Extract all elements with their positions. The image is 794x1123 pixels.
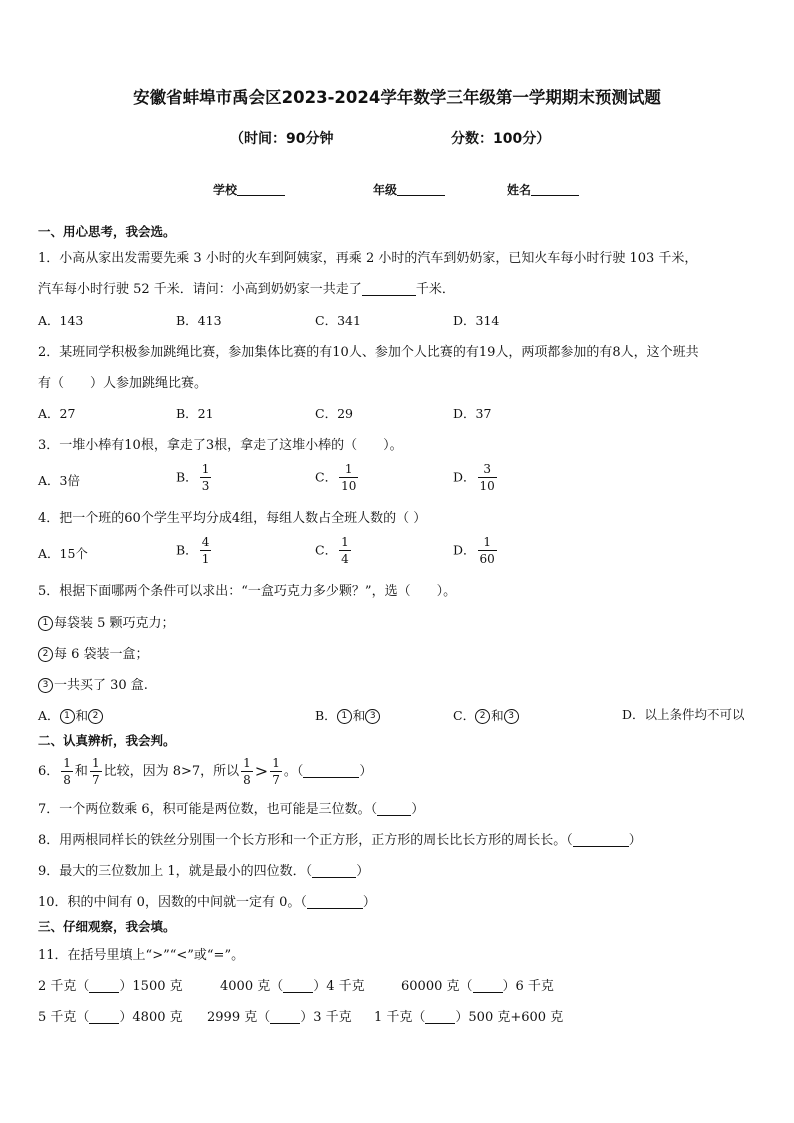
q5-condition-2: 2 每 6 袋装一盒； [38,647,149,662]
q5-option-a: A． 1 和 2 [38,709,104,724]
q9-line: 9．最大的三位数加上 1，就是最小的四位数．（ ） [38,864,370,879]
fraction: $\frac{1}{10}$ [341,462,357,493]
section-1-heading: 一、用心思考，我会选。 [38,224,176,239]
circled-number: 1 [38,616,53,631]
fraction: $\frac{1}{7}$ [272,756,280,787]
q4-option-c: C． $\frac{1}{4}$ [315,535,349,566]
q1-answer-blank [362,284,416,296]
name-field [507,183,579,196]
q11-line1: 11．在括号里填上“>”“<”或“=”。 [38,948,245,963]
q11-item-2: 4000 克（ ）4 千克 [220,979,365,994]
q8-line: 8．用两根同样长的铁丝分别围一个长方形和一个正方形，正方形的周长比长方形的周长长。（ ） [38,833,642,848]
school-blank [237,183,285,196]
fraction: $\frac{3}{10}$ [479,462,495,493]
q1-line1: 1．小高从家出发需要先乘 3 小时的火车到阿姨家，再乘 2 小时的汽车到奶奶家，已知火车每小时行驶 103 千米， [38,251,698,266]
q5-condition-3: 3 一共买了 30 盒. [38,678,148,693]
q3-line1: 3．一堆小棒有10根，拿走了3根，拿走了这堆小棒的（ ）。 [38,438,403,453]
q5-condition-1: 1 每袋装 5 颗巧克力； [38,616,175,631]
q4-option-b: B． $\frac{4}{1}$ [176,535,210,566]
q4-option-a: A．15个 [38,546,88,561]
q1-option-b: B．413 [176,313,222,328]
q4-line1: 4．把一个班的60个学生平均分成4组，每组人数占全班人数的（ ） [38,511,427,526]
circled-number: 2 [38,647,53,662]
fraction: $\frac{4}{1}$ [201,535,210,566]
grade-field [373,183,445,196]
q4-option-d: D． $\frac{1}{60}$ [453,535,495,566]
name-label: 姓名 [507,183,532,197]
q8-answer-blank [573,835,629,847]
fraction: $\frac{1}{3}$ [201,462,210,493]
section-2-heading: 二、认真辨析，我会判。 [38,733,176,748]
name-blank [531,183,579,196]
q11-item-4: 5 千克（ ）4800 克 [38,1010,183,1025]
circled-number: 3 [38,678,53,693]
q11-item-3: 60000 克（ ）6 千克 [401,979,554,994]
q1-option-d: D．314 [453,313,500,328]
q3-option-a: A．3倍 [38,473,80,488]
fraction: $\frac{1}{60}$ [479,535,495,566]
q6-answer-blank [303,766,359,778]
q10-line: 10．积的中间有 0，因数的中间就一定有 0。（ ） [38,895,376,910]
q7-answer-blank [377,804,411,816]
q1-line2: 汽车每小时行驶 52 千米．请问：小高到奶奶家一共走了 千米． [38,282,455,297]
q5-option-d: D．以上条件均不可以 [622,707,745,722]
exam-time: （时间：90分钟 [230,131,334,147]
q2-option-a: A．27 [38,406,76,421]
q11-item-5: 2999 克（ ）3 千克 [207,1010,352,1025]
q10-answer-blank [307,897,363,909]
q1-option-a: A．143 [38,313,84,328]
q2-option-c: C．29 [315,406,353,421]
school-label: 学校 [213,183,238,197]
q5-option-c: C． 2 和 3 [453,709,520,724]
q7-line: 7．一个两位数乘 6，积可能是两位数，也可能是三位数。（ ） [38,802,425,817]
section-3-heading: 三、仔细观察，我会填。 [38,919,176,934]
q11-item-6: 1 千克（ ）500 克+600 克 [374,1010,564,1025]
q5-line1: 5．根据下面哪两个条件可以求出：“一盒巧克力多少颗？”，选（ ）。 [38,584,457,599]
q5-option-b: B． 1 和 3 [315,709,381,724]
q2-line2: 有（ ）人参加跳绳比赛。 [38,376,208,391]
grade-label: 年级 [373,183,398,197]
fraction: $\frac{1}{8}$ [63,756,71,787]
fraction: $\frac{1}{8}$ [243,756,251,787]
q1-option-c: C．341 [315,313,361,328]
exam-score: 分数：100分） [451,131,551,147]
q6-line: 6． $\frac{1}{8}$ 和 $\frac{1}{7}$ 比较，因为 8>7，所以 $\frac{1}{8}$ > $\frac{1}{7}$ 。（ ） [38,756,373,787]
fraction: $\frac{1}{7}$ [91,756,100,787]
page-title: 安徽省蚌埠市禹会区2023-2024学年数学三年级第一学期期末预测试题 [133,88,661,107]
grade-blank [397,183,445,196]
q2-line1: 2．某班同学积极参加跳绳比赛，参加集体比赛的有10人、参加个人比赛的有19人，两项都参加的有8人，这个班共 [38,345,699,360]
fraction: $\frac{1}{4}$ [341,535,349,566]
q3-option-c: C． $\frac{1}{10}$ [315,462,357,493]
school-field [213,183,285,196]
q2-option-d: D．37 [453,406,492,421]
q11-item-1: 2 千克（ ）1500 克 [38,979,183,994]
q3-option-b: B． $\frac{1}{3}$ [176,462,210,493]
q2-option-b: B．21 [176,406,214,421]
q9-answer-blank [312,866,356,878]
q3-option-d: D． $\frac{3}{10}$ [453,462,495,493]
